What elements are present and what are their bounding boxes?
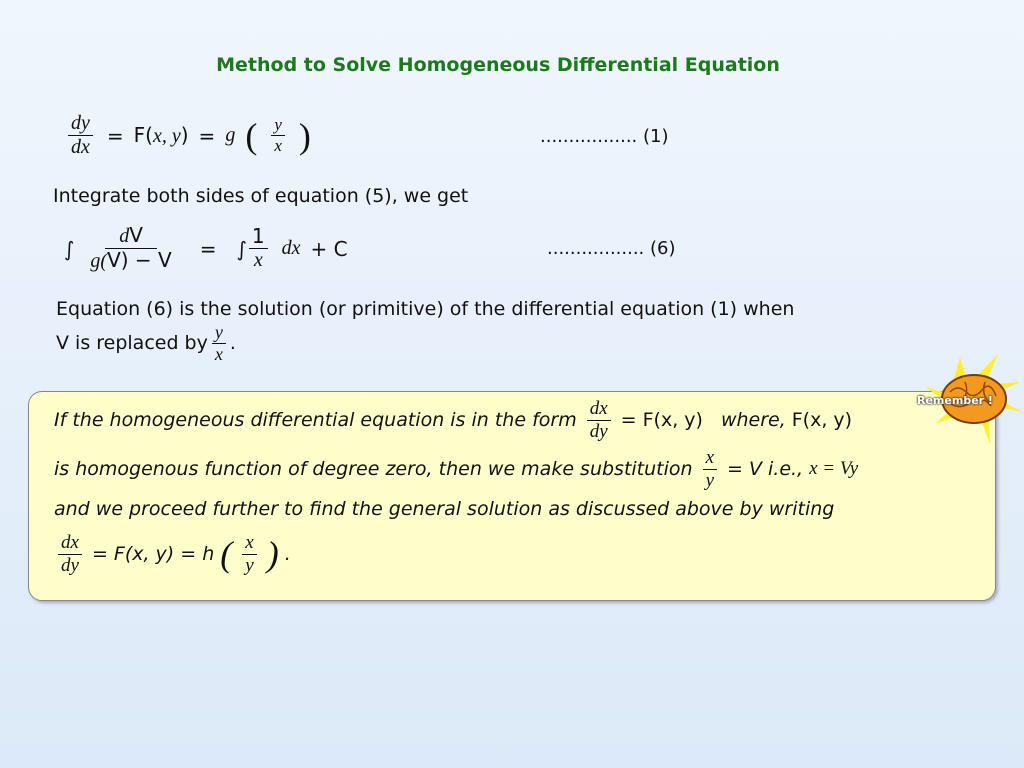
box-line-2: is homogenous function of degree zero, then we make substitution $\frac{x}{y}$ = V i.e., x = Vy	[54, 447, 859, 491]
integrate-text: Integrate both sides of equation (5), we get	[53, 185, 469, 207]
equation-6: ∫ $\frac{dV}{g(V) - V}$ = ∫ $\frac{1}{x}$ dx + C	[64, 223, 348, 272]
remember-label: Remember !	[917, 394, 993, 407]
slide-title: Method to Solve Homogeneous Differential Equation	[216, 54, 780, 76]
remember-brain-icon	[905, 352, 1024, 447]
box-line-3: and we proceed further to find the general solution as discussed above by writing	[54, 498, 835, 520]
equation-1-label: ................. (1)	[540, 126, 669, 147]
box-line-4: $\frac{dx}{dy}$ = F(x, y) = h ( $\frac{x}{y}$ ) .	[54, 532, 291, 577]
paragraph-line-2: V is replaced by $\frac{y}{x}$ .	[56, 322, 236, 364]
box-line-1: If the homogeneous differential equation is in the form $\frac{dx}{dy}$ = F(x, y) where, F(x, y)	[54, 398, 853, 442]
paragraph-line-1: Equation (6) is the solution (or primitive) of the differential equation (1) when	[56, 298, 795, 320]
equation-6-label: ................. (6)	[547, 238, 676, 259]
equation-1: $\frac{dy}{dx}$ = F(x, y) = g ( $\frac{y}{x}$ )	[64, 112, 311, 159]
